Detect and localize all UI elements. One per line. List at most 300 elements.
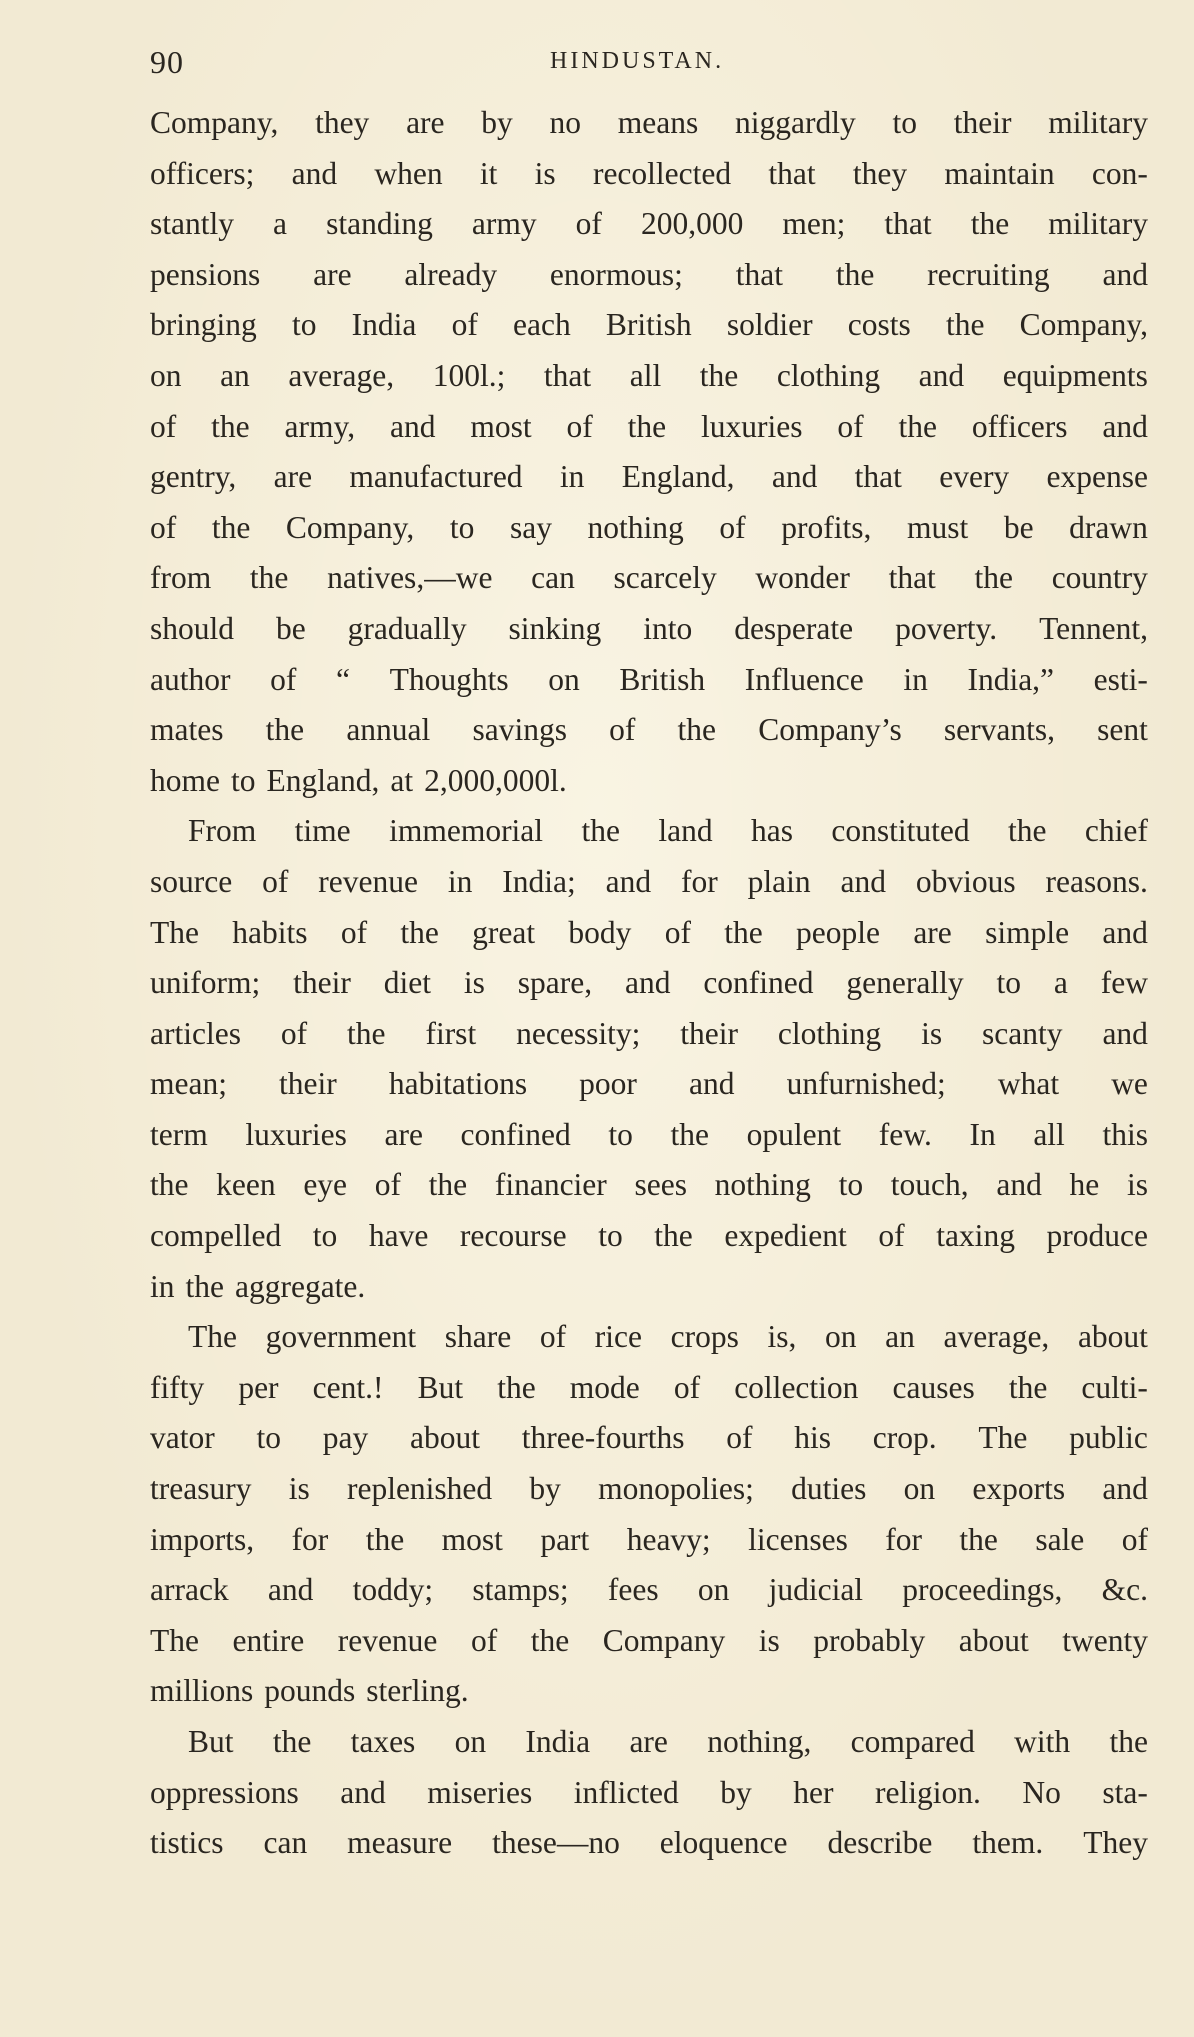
text-line <box>150 908 1148 959</box>
word: the <box>211 408 250 444</box>
word: millions <box>150 1673 254 1709</box>
word: their <box>293 965 351 1001</box>
word: Company, <box>285 509 415 545</box>
word: that <box>854 459 902 495</box>
word: necessity; <box>516 1015 641 1051</box>
word: vator <box>150 1420 215 1456</box>
word: to <box>598 1218 623 1254</box>
word: rice <box>594 1319 642 1355</box>
word: a <box>1053 965 1068 1001</box>
word: time <box>294 813 351 849</box>
word: to <box>312 1218 338 1254</box>
word: by <box>529 1471 561 1507</box>
word: the <box>1109 1724 1148 1759</box>
text-line <box>150 98 1148 149</box>
word: term <box>150 1116 208 1152</box>
word: by <box>481 105 513 140</box>
word: can <box>263 1825 308 1861</box>
word: England, <box>621 459 735 495</box>
word: and <box>267 1572 314 1608</box>
word: an <box>885 1319 915 1355</box>
word: at <box>390 762 414 798</box>
word: of <box>575 206 602 242</box>
word: of <box>470 1622 498 1658</box>
word: expedient <box>724 1218 847 1254</box>
word: is <box>1126 1167 1148 1203</box>
word: miseries <box>427 1774 533 1810</box>
word: we <box>1111 1066 1148 1102</box>
word: The <box>978 1420 1028 1456</box>
word: sta- <box>1102 1774 1148 1810</box>
word: with <box>1014 1724 1071 1759</box>
text-line <box>150 1565 1148 1616</box>
word: of <box>539 1319 567 1355</box>
word: about <box>410 1420 481 1456</box>
word: are <box>913 914 952 950</box>
word: articles <box>150 1015 241 1051</box>
word: that <box>735 256 783 292</box>
word: most <box>441 1521 503 1557</box>
running-head <box>150 44 1150 84</box>
word: India <box>525 1724 591 1759</box>
word: on <box>150 357 182 393</box>
text-line <box>150 1363 1148 1414</box>
word: public <box>1069 1420 1148 1456</box>
text-line <box>150 806 1148 857</box>
word: of <box>566 408 593 444</box>
word: of <box>262 863 289 899</box>
word: of <box>726 1420 753 1456</box>
word: all <box>1033 1116 1065 1152</box>
word: mode <box>569 1369 640 1405</box>
word: be <box>275 610 306 646</box>
word: for <box>680 863 718 899</box>
text-line <box>150 1616 1148 1667</box>
word: great <box>472 914 536 950</box>
word: revenue <box>318 863 418 899</box>
word: of <box>280 1015 308 1051</box>
word: the <box>945 307 985 343</box>
word: 200,000 <box>640 206 744 242</box>
word: cent.! <box>312 1369 384 1405</box>
word: Company’s <box>758 712 902 748</box>
word: eloquence <box>659 1825 788 1861</box>
word: average, <box>288 357 395 393</box>
word: them. <box>972 1825 1044 1861</box>
text-line <box>150 503 1148 554</box>
word: people <box>796 914 881 950</box>
word: scarcely <box>613 560 717 596</box>
word: the <box>347 1015 386 1051</box>
word: unfurnished; <box>786 1066 946 1102</box>
word: and <box>840 863 886 899</box>
word: of <box>609 712 636 748</box>
word: a <box>273 206 288 242</box>
word: savings <box>472 712 567 748</box>
word: licenses <box>748 1521 848 1557</box>
word: in <box>447 863 473 899</box>
word: is <box>921 1015 943 1051</box>
word: by <box>720 1774 752 1810</box>
word: describe <box>827 1825 933 1861</box>
word: about <box>1077 1319 1148 1355</box>
text-line <box>150 351 1148 402</box>
word: pay <box>322 1420 369 1456</box>
word: drawn <box>1069 509 1148 545</box>
text-line <box>150 1160 1148 1211</box>
word: reasons. <box>1045 863 1148 899</box>
word: are <box>384 1116 423 1152</box>
word: the <box>400 914 439 950</box>
word: for <box>885 1521 922 1557</box>
word: Influence <box>744 661 864 697</box>
word: of <box>673 1369 701 1405</box>
running-title: HINDUSTAN. <box>550 48 725 74</box>
word: men; <box>782 206 846 242</box>
word: her <box>793 1774 834 1810</box>
text-line <box>150 655 1148 706</box>
word: sale <box>1035 1521 1085 1557</box>
word: the <box>497 1369 536 1405</box>
word: he <box>1069 1167 1100 1203</box>
word: is <box>534 155 556 191</box>
text-line <box>150 250 1148 301</box>
word: on <box>548 661 580 697</box>
word: the <box>249 560 289 596</box>
word: the <box>627 408 667 444</box>
word: is <box>758 1622 780 1658</box>
word: the <box>428 1167 468 1203</box>
word: his <box>794 1420 832 1456</box>
word: culti- <box>1081 1369 1148 1405</box>
word: habitations <box>388 1066 528 1102</box>
word: wonder <box>755 560 850 596</box>
word: is <box>288 1471 310 1507</box>
word: are <box>313 256 352 292</box>
word: Company, <box>1019 307 1148 343</box>
word: of <box>270 661 297 697</box>
word: and <box>389 408 436 444</box>
word: the <box>699 357 739 393</box>
word: their <box>279 1066 337 1102</box>
word: to <box>256 1420 282 1456</box>
word: average, <box>943 1319 1050 1355</box>
word: to <box>996 965 1021 1001</box>
word: toddy; <box>352 1572 434 1608</box>
text-line <box>150 604 1148 655</box>
text-line <box>150 857 1148 908</box>
word: They <box>1083 1825 1148 1861</box>
word: on <box>454 1724 487 1759</box>
word: equipments <box>1002 357 1148 393</box>
word: &c. <box>1101 1572 1148 1608</box>
word: and <box>605 863 652 899</box>
word: plain <box>747 863 811 899</box>
word: judicial <box>768 1572 864 1608</box>
word: produce <box>1046 1218 1148 1254</box>
word: these—no <box>492 1825 620 1861</box>
text-line <box>150 1515 1148 1566</box>
word: and <box>1102 1015 1148 1051</box>
word: India; <box>502 863 576 899</box>
word: can <box>531 560 575 596</box>
word: fees <box>607 1572 659 1608</box>
word: recollected <box>592 155 732 191</box>
word: on <box>697 1572 730 1608</box>
word: India <box>351 307 417 343</box>
word: of <box>150 509 177 545</box>
word: desperate <box>734 610 854 646</box>
word: nothing <box>714 1167 811 1203</box>
text-line <box>150 1059 1148 1110</box>
word: touch, <box>890 1167 969 1203</box>
word: be <box>1003 509 1034 545</box>
word: author <box>150 661 231 697</box>
word: measure <box>347 1825 453 1861</box>
word: to <box>230 762 256 798</box>
word: means <box>617 105 699 140</box>
word: is <box>463 965 485 1001</box>
word: the <box>677 712 717 748</box>
word: The <box>150 914 199 950</box>
word: soldier <box>726 307 813 343</box>
word: each <box>513 307 571 343</box>
word: to <box>892 105 917 140</box>
word: military <box>1048 206 1148 242</box>
word: maintain <box>944 155 1055 191</box>
word: source <box>150 863 233 899</box>
text-line <box>150 1818 1148 1869</box>
word: that <box>884 206 932 242</box>
word: of <box>374 1167 401 1203</box>
word: say <box>509 509 552 545</box>
text-line <box>150 1262 1148 1313</box>
word: the <box>670 1116 710 1152</box>
word: to <box>608 1116 633 1152</box>
word: and <box>996 1167 1042 1203</box>
word: army, <box>284 408 356 444</box>
word: confined <box>703 965 814 1001</box>
word: they <box>852 155 908 191</box>
word: have <box>368 1218 429 1254</box>
word: from <box>150 560 212 596</box>
word: probably <box>813 1622 926 1658</box>
word: standing <box>326 206 433 242</box>
word: esti- <box>1093 661 1148 697</box>
word: arrack <box>150 1572 229 1608</box>
word: about <box>958 1622 1029 1658</box>
word: that <box>768 155 816 191</box>
word: costs <box>847 307 911 343</box>
word: must <box>906 509 969 545</box>
word: it <box>479 155 498 191</box>
word: compared <box>850 1724 975 1759</box>
word: the <box>654 1218 693 1254</box>
word: 100l.; <box>432 357 506 393</box>
word: and <box>689 1066 735 1102</box>
word: the <box>581 813 620 849</box>
page-number: 90 <box>150 44 184 80</box>
text-line <box>150 452 1148 503</box>
word: financier <box>494 1167 607 1203</box>
word: collection <box>734 1369 859 1405</box>
text-line <box>150 1413 1148 1464</box>
word: the <box>272 1724 312 1759</box>
word: the <box>265 712 305 748</box>
word: few. <box>878 1116 932 1152</box>
word: stamps; <box>472 1572 569 1608</box>
text-line <box>150 1464 1148 1515</box>
word: constituted <box>831 813 970 849</box>
word: expense <box>1046 459 1148 495</box>
word: imports, <box>150 1521 255 1557</box>
word: the <box>365 1521 405 1557</box>
word: Company <box>602 1622 726 1658</box>
word: gradually <box>347 610 467 646</box>
word: exports <box>972 1471 1066 1507</box>
word: sterling. <box>366 1673 469 1709</box>
word: fifty <box>150 1369 205 1405</box>
text-line <box>150 1717 1148 1768</box>
word: The <box>150 1622 199 1658</box>
word: already <box>404 256 498 292</box>
word: what <box>997 1066 1060 1102</box>
word: eye <box>303 1167 348 1203</box>
word: Tennent, <box>1039 610 1148 646</box>
word: poverty. <box>895 610 998 646</box>
word: to <box>838 1167 864 1203</box>
word: aggregate. <box>235 1268 366 1304</box>
word: crop. <box>872 1420 937 1456</box>
text-line <box>150 1211 1148 1262</box>
word: the <box>724 914 763 950</box>
text-line <box>150 1768 1148 1819</box>
word: nothing, <box>707 1724 812 1759</box>
word: of <box>664 914 691 950</box>
word: most <box>470 408 532 444</box>
word: their <box>953 105 1012 140</box>
word: are <box>629 1724 668 1759</box>
word: monopolies; <box>598 1471 754 1507</box>
word: of <box>451 307 478 343</box>
word: to <box>291 307 317 343</box>
word: that <box>888 560 936 596</box>
word: and <box>624 965 671 1001</box>
word: three-fourths <box>521 1420 685 1456</box>
word: spare, <box>517 965 593 1001</box>
word: land <box>658 813 713 849</box>
word: and <box>340 1774 386 1810</box>
word: mates <box>150 712 224 748</box>
word: stantly <box>150 206 234 242</box>
word: and <box>771 459 818 495</box>
word: immemorial <box>389 813 544 849</box>
word: per <box>238 1369 279 1405</box>
word: are <box>406 105 445 140</box>
word: sent <box>1097 712 1148 748</box>
word: con- <box>1091 155 1148 191</box>
word: the <box>185 1268 224 1304</box>
word: the <box>970 206 1010 242</box>
word: and <box>1102 1471 1148 1507</box>
word: inflicted <box>573 1774 679 1810</box>
word: the <box>898 408 938 444</box>
text-line <box>150 149 1148 200</box>
word: officers; <box>150 155 255 191</box>
word: compelled <box>150 1218 282 1254</box>
word: their <box>680 1015 738 1051</box>
word: of <box>878 1218 905 1254</box>
word: taxing <box>936 1218 1015 1254</box>
word: few <box>1100 965 1148 1001</box>
word: on <box>903 1471 936 1507</box>
word: natives,—we <box>327 560 493 596</box>
word: the <box>974 560 1013 596</box>
word: home <box>150 762 220 798</box>
word: causes <box>892 1369 975 1405</box>
word: servants, <box>943 712 1055 748</box>
word: and <box>1102 256 1148 292</box>
word: recourse <box>459 1218 567 1254</box>
word: profits, <box>781 509 872 545</box>
word: taxes <box>350 1724 416 1759</box>
word: government <box>265 1319 417 1355</box>
text-line <box>150 1666 1148 1717</box>
word: But <box>188 1724 234 1759</box>
word: all <box>629 357 662 393</box>
word: and <box>918 357 965 393</box>
text-line <box>150 553 1148 604</box>
word: diet <box>383 965 431 1001</box>
word: of <box>719 509 746 545</box>
word: sinking <box>508 610 602 646</box>
word: But <box>417 1369 464 1405</box>
word: treasury <box>150 1471 252 1507</box>
word: keen <box>216 1167 276 1203</box>
word: body <box>568 914 632 950</box>
word: opulent <box>746 1116 842 1152</box>
word: gentry, <box>150 459 237 495</box>
word: that <box>543 357 592 393</box>
word: annual <box>346 712 431 748</box>
word: no <box>549 105 582 140</box>
word: the <box>211 509 251 545</box>
word: luxuries <box>701 408 803 444</box>
word: uniform; <box>150 965 261 1001</box>
word: this <box>1102 1116 1148 1152</box>
word: in <box>559 459 585 495</box>
word: obvious <box>915 863 1016 899</box>
word: In <box>969 1116 996 1152</box>
word: twenty <box>1062 1622 1148 1658</box>
word: of <box>340 914 368 950</box>
word: when <box>374 155 443 191</box>
word: duties <box>791 1471 867 1507</box>
text-line <box>150 199 1148 250</box>
word: the <box>150 1167 189 1203</box>
word: sees <box>634 1167 687 1203</box>
word: From <box>188 813 257 849</box>
word: in <box>903 661 928 697</box>
word: of <box>150 408 177 444</box>
word: the <box>959 1521 998 1557</box>
word: England, <box>266 762 380 798</box>
word: for <box>291 1521 329 1557</box>
word: manufactured <box>349 459 523 495</box>
word: The <box>188 1319 237 1355</box>
word: crops <box>670 1319 739 1355</box>
word: and <box>1102 914 1148 950</box>
